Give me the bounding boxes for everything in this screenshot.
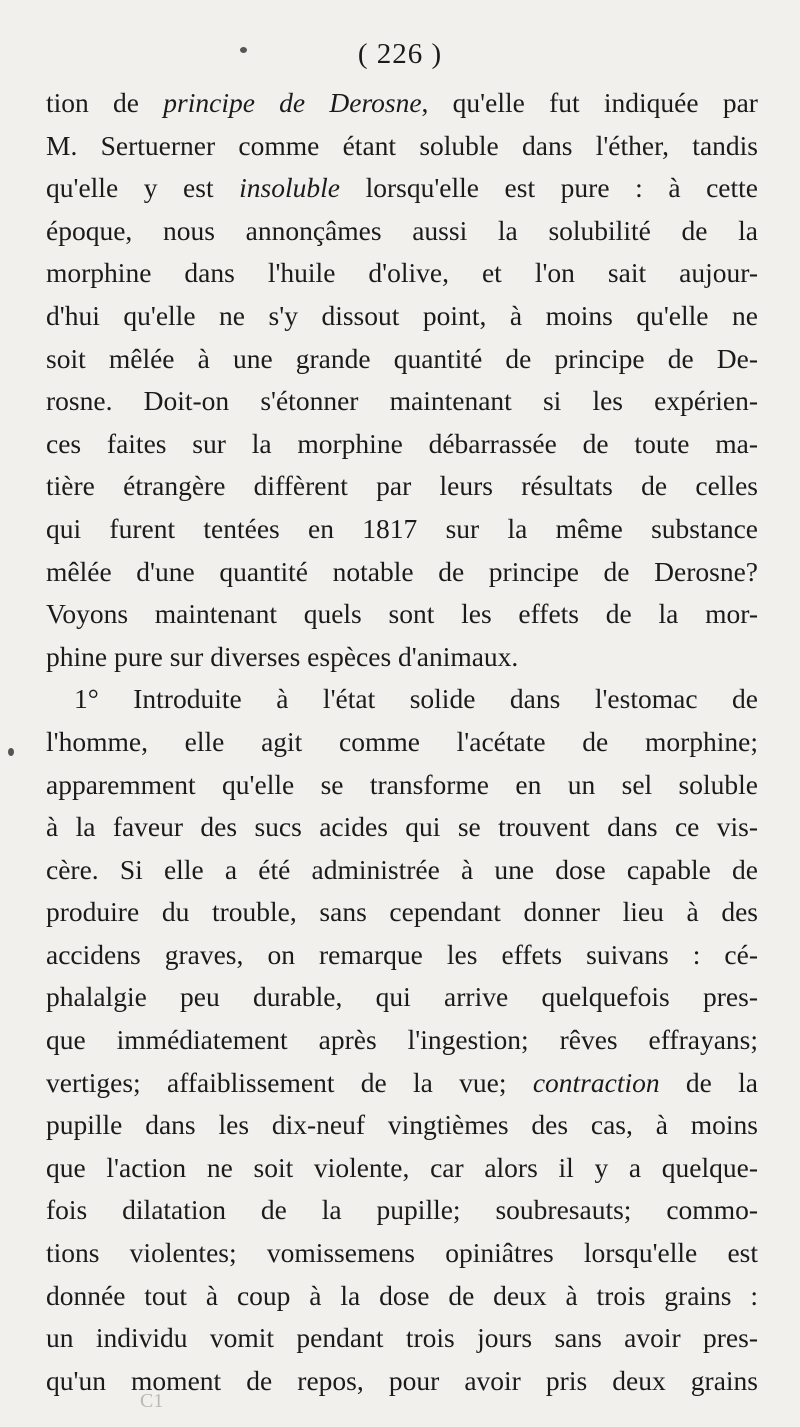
- text-line: l'homme, elle agit comme l'acétate de morphine;: [46, 725, 758, 757]
- text-line: vertiges; affaiblissement de la vue; contraction de la: [46, 1066, 758, 1098]
- text-line: époque, nous annonçâmes aussi la solubilité de la: [46, 214, 758, 246]
- body-text: [46, 82, 758, 1402]
- text-line: mêlée d'une quantité notable de principe de Derosne?: [46, 555, 758, 587]
- italic-term: contraction: [532, 1066, 660, 1098]
- text-line: morphine dans l'huile d'olive, et l'on sait aujour-: [46, 257, 758, 289]
- page-number: ( 226 ): [357, 38, 443, 70]
- paragraph-end-line: phine pure sur diverses espèces d'animaux.: [46, 640, 519, 672]
- text-line: phalalgie peu durable, qui arrive quelquefois pres-: [46, 981, 758, 1013]
- italic-term: principe de Derosne: [163, 87, 422, 118]
- text-line: soit mêlée à une grande quantité de principe de De-: [46, 342, 758, 374]
- text-line: d'hui qu'elle ne s'y dissout point, à moins qu'elle ne: [46, 299, 758, 331]
- ink-speck: [240, 47, 247, 53]
- text-line: rosne. Doit-on s'étonner maintenant si les expérien-: [46, 385, 758, 417]
- text-line: Voyons maintenant quels sont les effets de la mor-: [46, 598, 758, 630]
- text-line: que l'action ne soit violente, car alors il y a quelque-: [46, 1151, 758, 1183]
- text-line: tion de principe de Derosne, qu'elle fut indiquée par: [46, 87, 758, 118]
- text-line: tions violentes; vomissemens opiniâtres lorsqu'elle est: [46, 1237, 758, 1269]
- footer-mark: C1: [140, 1390, 164, 1412]
- text-line: ces faites sur la morphine débarrassée de toute ma-: [46, 427, 758, 459]
- ink-speck: [8, 748, 14, 756]
- text-line: apparemment qu'elle se transforme en un sel soluble: [46, 768, 758, 800]
- text-line: accidens graves, on remarque les effets suivans : cé-: [46, 938, 758, 970]
- text-line: qui furent tentées en 1817 sur la même substance: [46, 512, 758, 544]
- text-line: M. Sertuerner comme étant soluble dans l'éther, tandis: [46, 129, 758, 161]
- text-line: tière étrangère diffèrent par leurs résultats de celles: [46, 470, 758, 502]
- text-line: que immédiatement après l'ingestion; rêves effrayans;: [46, 1024, 758, 1056]
- text-line: qu'un moment de repos, pour avoir pris deux grains: [46, 1364, 758, 1396]
- text-line: qu'elle y est insoluble lorsqu'elle est pure : à cette: [46, 172, 758, 204]
- text-line: à la faveur des sucs acides qui se trouvent dans ce vis-: [46, 811, 758, 843]
- text-line: fois dilatation de la pupille; soubresauts; commo-: [46, 1194, 758, 1226]
- paragraph-start-line: 1° Introduite à l'état solide dans l'estomac de: [74, 683, 758, 715]
- text-line: pupille dans les dix-neuf vingtièmes des cas, à moins: [46, 1109, 758, 1141]
- italic-term: insoluble: [239, 172, 341, 204]
- text-line: donnée tout à coup à la dose de deux à trois grains :: [46, 1279, 758, 1311]
- text-line: un individu vomit pendant trois jours sans avoir pres-: [46, 1322, 758, 1354]
- text-line: cère. Si elle a été administrée à une dose capable de: [46, 853, 758, 885]
- text-line: produire du trouble, sans cependant donner lieu à des: [46, 896, 758, 928]
